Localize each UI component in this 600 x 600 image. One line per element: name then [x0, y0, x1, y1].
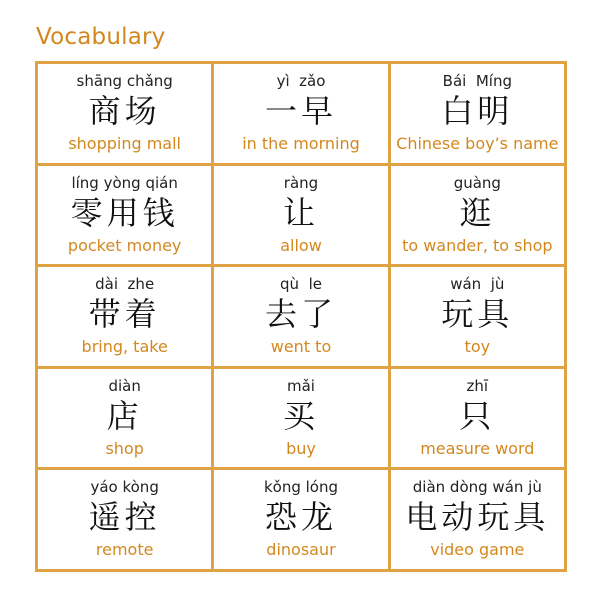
english-meaning: allow — [280, 235, 322, 255]
chinese-characters: 商场 — [88, 92, 161, 130]
english-meaning: shop — [105, 438, 144, 458]
vocab-card — [38, 369, 211, 468]
chinese-characters: 白明 — [441, 92, 514, 130]
vocab-card — [214, 470, 387, 569]
vocabulary-grid — [35, 61, 567, 572]
pinyin-text: kǒng lóng — [263, 478, 339, 497]
pinyin-text: zhī — [466, 376, 489, 395]
english-meaning: in the morning — [242, 134, 360, 153]
pinyin-text: qù le — [280, 275, 322, 294]
vocab-card — [391, 64, 564, 163]
chinese-characters: 恐龙 — [264, 498, 337, 537]
vocab-card — [214, 64, 387, 163]
english-meaning: to wander, to shop — [402, 235, 553, 255]
pinyin-text: dài zhe — [95, 275, 155, 294]
vocab-card — [214, 267, 387, 366]
chinese-characters: 一早 — [264, 92, 337, 130]
chinese-characters: 遥控 — [88, 498, 161, 537]
english-meaning: toy — [464, 337, 491, 357]
vocab-card — [214, 369, 387, 468]
english-meaning: remote — [95, 540, 154, 560]
pinyin-text: shāng chǎng — [76, 72, 173, 90]
chinese-characters: 店 — [106, 396, 143, 435]
vocab-card — [38, 166, 211, 265]
chinese-characters: 让 — [282, 193, 319, 232]
vocab-card — [214, 166, 387, 265]
vocab-card — [391, 369, 564, 468]
vocab-card — [391, 166, 564, 265]
pinyin-text: líng yòng qián — [71, 173, 178, 192]
chinese-characters: 逛 — [459, 193, 496, 232]
english-meaning: video game — [430, 540, 525, 560]
page-title: Vocabulary — [36, 24, 166, 50]
vocab-card — [391, 470, 564, 569]
chinese-characters: 带着 — [88, 295, 161, 334]
english-meaning: went to — [270, 337, 332, 357]
chinese-characters: 零用钱 — [70, 193, 179, 232]
english-meaning: buy — [286, 438, 316, 458]
pinyin-text: yì zǎo — [276, 72, 326, 90]
english-meaning: pocket money — [67, 235, 182, 255]
pinyin-text: yáo kòng — [90, 478, 159, 497]
chinese-characters: 去了 — [264, 295, 337, 334]
pinyin-text: mǎi — [287, 376, 315, 395]
vocab-card — [38, 470, 211, 569]
pinyin-text: diàn dòng wán jù — [412, 478, 542, 497]
chinese-characters: 只 — [459, 396, 496, 435]
chinese-characters: 电动玩具 — [405, 498, 550, 537]
english-meaning: Chinese boy’s name — [396, 134, 559, 153]
pinyin-text: Bái Míng — [442, 72, 512, 90]
english-meaning: dinosaur — [266, 540, 336, 560]
vocab-card — [38, 64, 211, 163]
chinese-characters: 玩具 — [441, 295, 514, 334]
chinese-characters: 买 — [282, 396, 319, 435]
pinyin-text: diàn — [108, 376, 141, 395]
pinyin-text: ràng — [283, 173, 319, 192]
english-meaning: shopping mall — [68, 134, 181, 153]
vocab-card — [38, 267, 211, 366]
pinyin-text: wán jù — [450, 275, 505, 294]
english-meaning: measure word — [420, 438, 535, 458]
english-meaning: bring, take — [81, 337, 168, 357]
vocab-card — [391, 267, 564, 366]
pinyin-text: guàng — [453, 173, 501, 192]
